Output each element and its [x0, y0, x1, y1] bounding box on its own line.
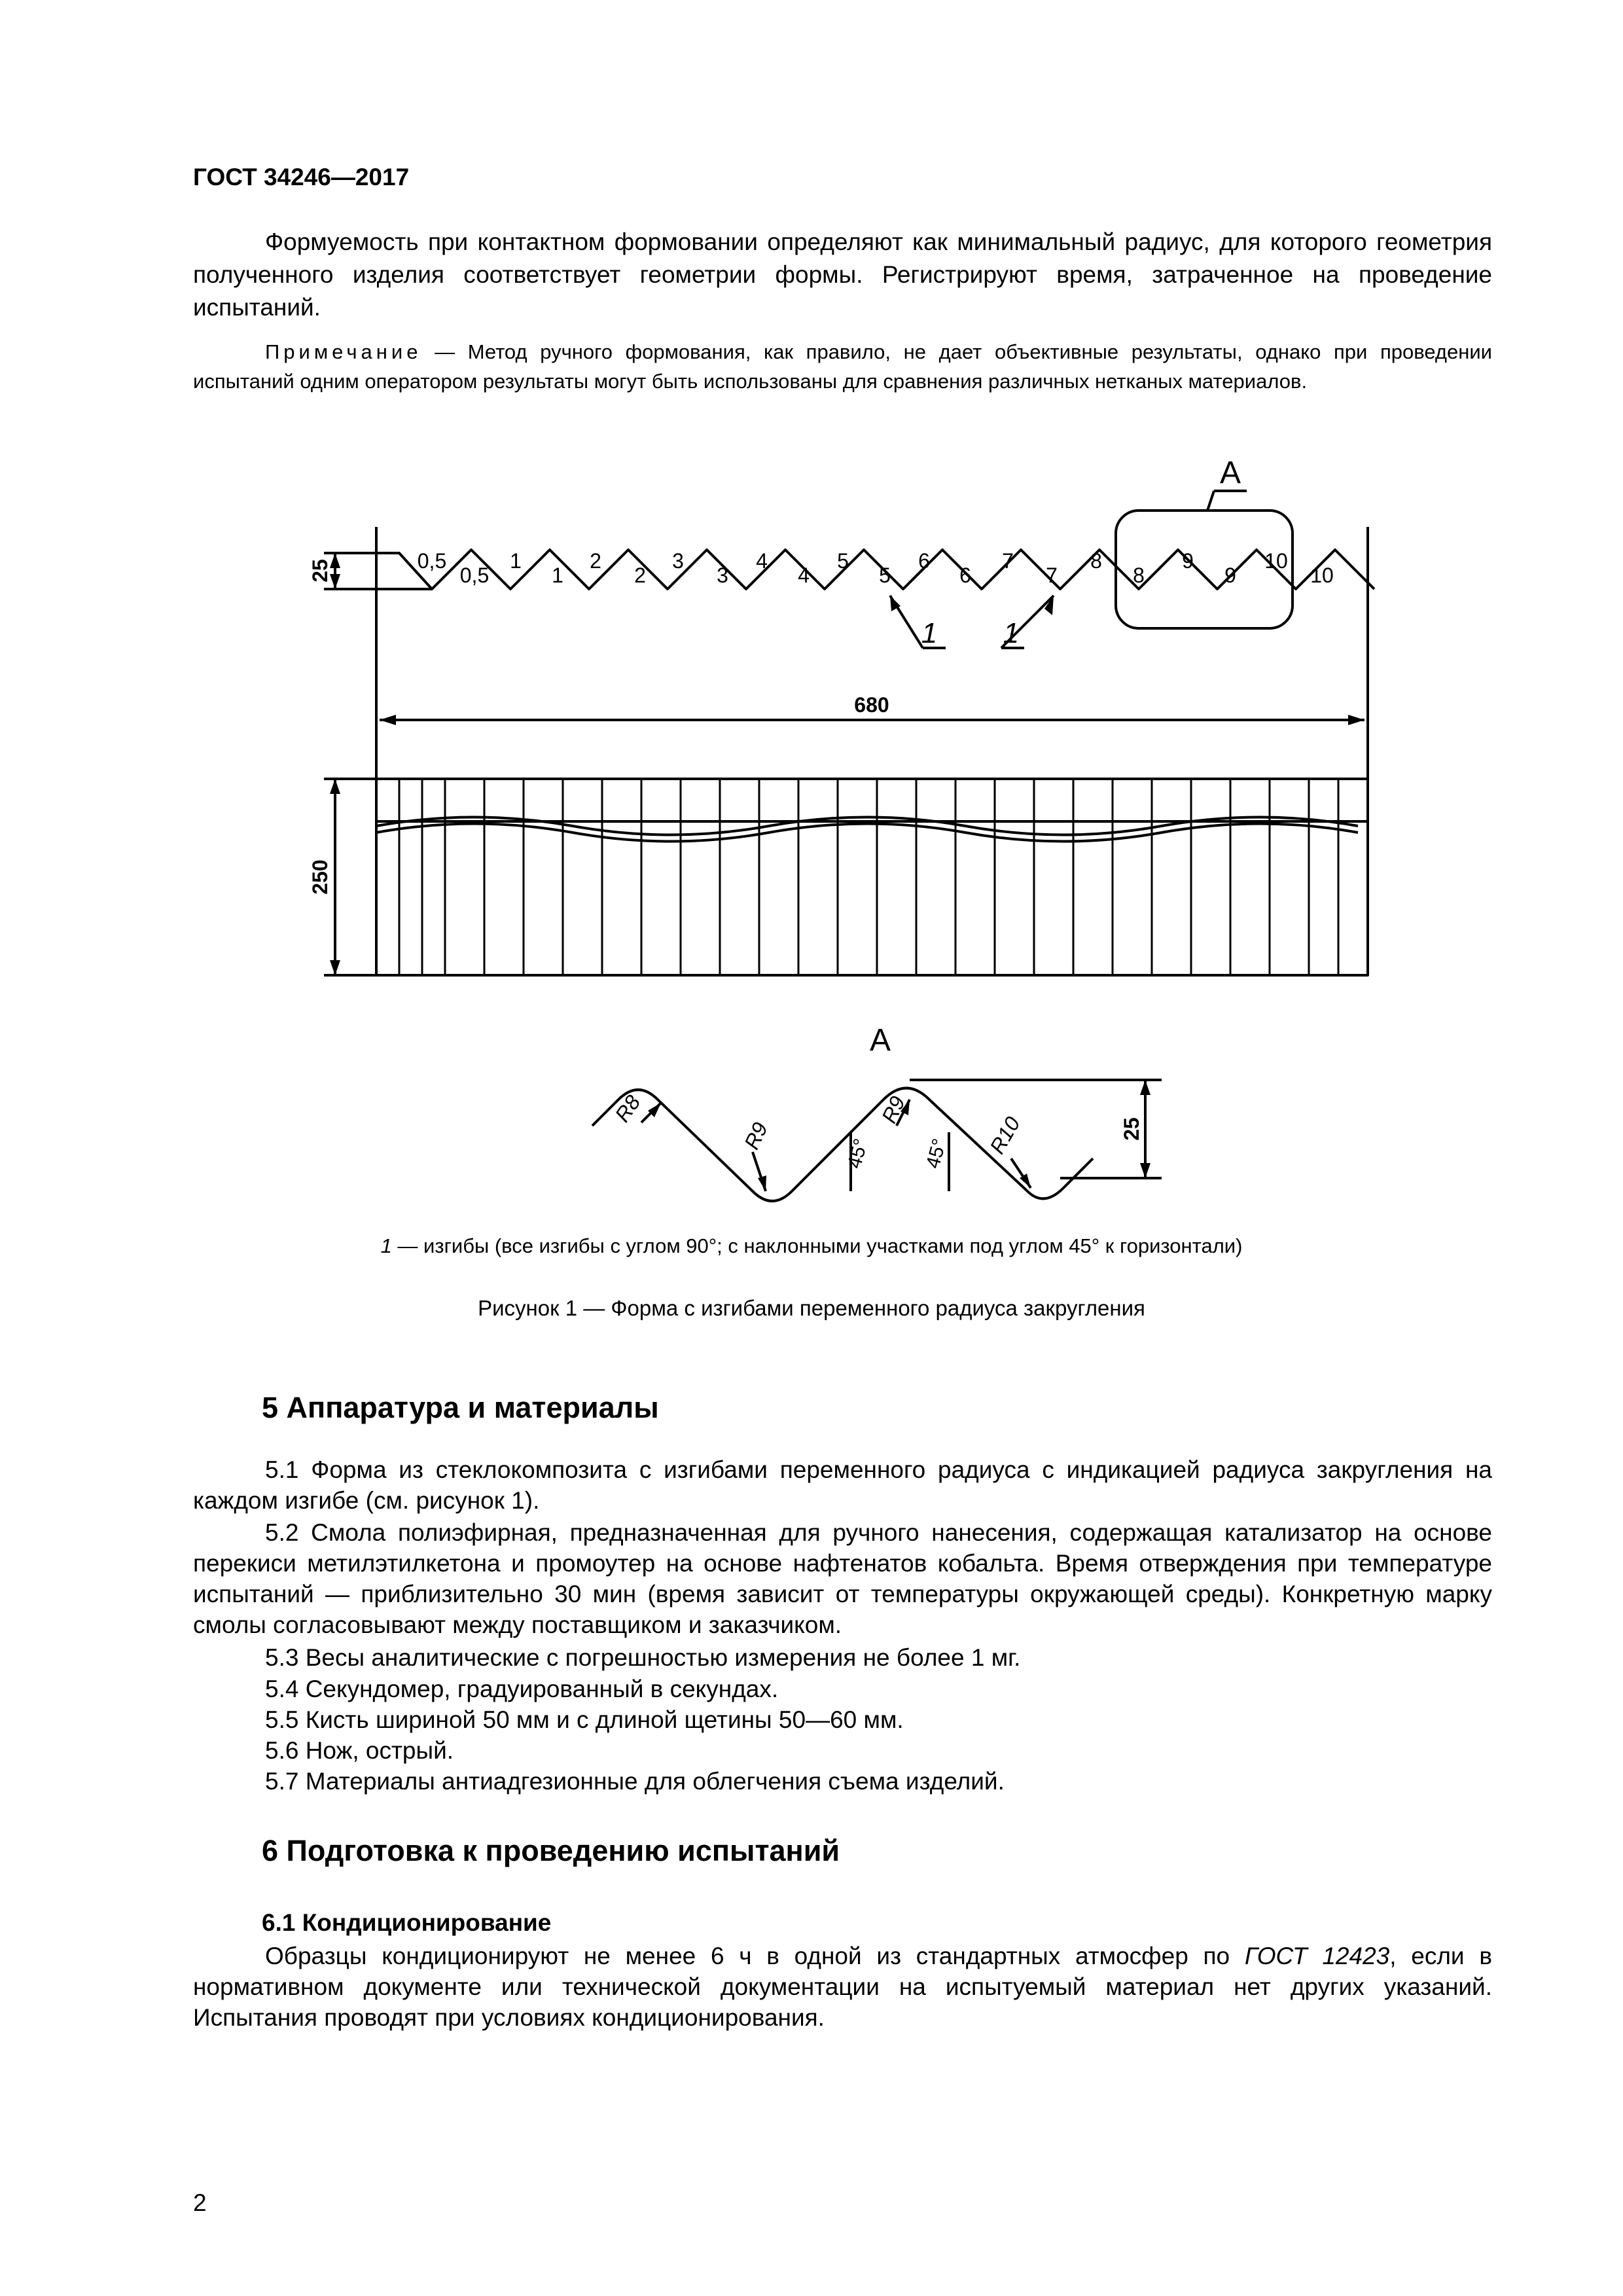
- detail-a-title: A: [869, 1023, 891, 1058]
- bend-label-top: 0,5: [417, 549, 447, 573]
- list-item: 5.3 Весы аналитические с погрешностью измерения не более 1 мг.: [265, 1644, 1021, 1671]
- figure-legend: [0, 1234, 1623, 1258]
- dimension-width: 250: [308, 859, 332, 895]
- bend-label-top: 1: [510, 549, 522, 573]
- dimension-length: 680: [854, 693, 889, 717]
- bend-label-bottom: 7: [1046, 564, 1058, 587]
- bend-label-top: 8: [1090, 549, 1102, 573]
- bend-label-bottom: 5: [879, 564, 891, 587]
- bend-label-bottom: 8: [1133, 564, 1145, 587]
- dimension-height: 25: [308, 559, 332, 583]
- section-6-heading: 6 Подготовка к проведению испытаний: [262, 1834, 840, 1867]
- para-text: , если в нормативном документе или технической документации на испытуемый материал нет других указаний. Испытания проводят при условиях кондиционирования.: [193, 1943, 1492, 2031]
- note-label: Примечание: [265, 340, 422, 363]
- plan-view-frame: [376, 779, 1368, 975]
- leader-label: 1: [1003, 617, 1020, 649]
- bend-label-bottom: 4: [798, 564, 810, 587]
- legend-number: 1: [380, 1234, 392, 1257]
- bend-label-bottom: 6: [959, 564, 971, 587]
- radius-label: R9: [877, 1092, 910, 1127]
- bend-label-bottom: 2: [634, 564, 646, 587]
- figure-caption: Рисунок 1 — Форма с изгибами переменного радиуса закругления: [478, 1296, 1145, 1320]
- note-text: — Метод ручного формования, как правило, не дает объективные результаты, однако при проведении испытаний одним оператором результаты могут быть использованы для сравнения различных нетканых материалов.: [193, 340, 1492, 393]
- bend-label-top: 2: [590, 549, 601, 573]
- bend-label-bottom: 1: [552, 564, 563, 587]
- section-5-heading: 5 Аппаратура и материалы: [262, 1391, 659, 1424]
- standard-reference: ГОСТ 12423: [1244, 1943, 1390, 1969]
- bend-label-bottom: 10: [1310, 564, 1334, 587]
- bend-label-top: 10: [1264, 549, 1288, 573]
- radius-label: R9: [740, 1119, 772, 1153]
- radius-label: R8: [610, 1090, 645, 1126]
- angle-label: 45°: [844, 1136, 872, 1171]
- bend-label-bottom: 9: [1224, 564, 1236, 587]
- detail-dimension-height: 25: [1120, 1117, 1143, 1141]
- bend-label-top: 7: [1002, 549, 1014, 573]
- list-item: 5.6 Нож, острый.: [265, 1737, 454, 1764]
- bend-label-top: 6: [918, 549, 930, 573]
- intro-paragraph: Формуемость при контактном формовании определяют как минимальный радиус, для которого геометрия полученного изделия соответствует геометрии формы. Регистрируют время, затраченное на проведение испытаний.: [193, 228, 1492, 321]
- document-header: ГОСТ 34246—2017: [193, 164, 410, 190]
- subsection-6-1-heading: 6.1 Кондиционирование: [262, 1909, 552, 1936]
- bend-label-bottom: 3: [717, 564, 728, 587]
- list-item: 5.1 Форма из стеклокомпозита с изгибами переменного радиуса с индикацией радиуса закругления на каждом изгибе (см. рисунок 1).: [193, 1456, 1492, 1514]
- note-paragraph: [193, 337, 1492, 396]
- bend-label-bottom: 0,5: [459, 564, 490, 587]
- bend-label-top: 4: [756, 549, 768, 573]
- leader-label: 1: [921, 617, 938, 649]
- list-item: 5.2 Смола полиэфирная, предназначенная для ручного нанесения, содержащая катализатор на основе перекиси метилэтилкетона и промоутер на основе нафтенатов кобальта. Время отверждения при температуре испытаний — приблизительно 30 мин (время зависит от температуры окружающей среды). Конкретную марку смолы согласовывают между поставщиком и заказчиком.: [193, 1519, 1492, 1638]
- bend-label-top: 3: [672, 549, 684, 573]
- legend-text: — изгибы (все изгибы с углом 90°; с наклонными участками под углом 45° к горизонтали): [391, 1234, 1243, 1257]
- list-item: 5.4 Секундомер, градуированный в секундах.: [265, 1676, 779, 1702]
- angle-label: 45°: [922, 1136, 951, 1171]
- detail-a-label: A: [1219, 456, 1241, 490]
- detail-a-profile: [592, 1088, 1093, 1202]
- bend-label-top: 9: [1182, 549, 1194, 573]
- radius-label: R10: [985, 1113, 1025, 1158]
- page-number: 2: [193, 2189, 207, 2216]
- list-item: 5.5 Кисть шириной 50 мм и с длиной щетины 50—60 мм.: [265, 1706, 904, 1733]
- para-text: Образцы кондиционируют не менее 6 ч в одной из стандартных атмосфер по: [265, 1943, 1245, 1969]
- section-6-paragraph: [193, 1941, 1492, 2033]
- list-item: 5.7 Материалы антиадгезионные для облегчения съема изделий.: [265, 1768, 1005, 1795]
- figure-1-drawing: [0, 445, 1623, 1257]
- bend-label-top: 5: [837, 549, 849, 573]
